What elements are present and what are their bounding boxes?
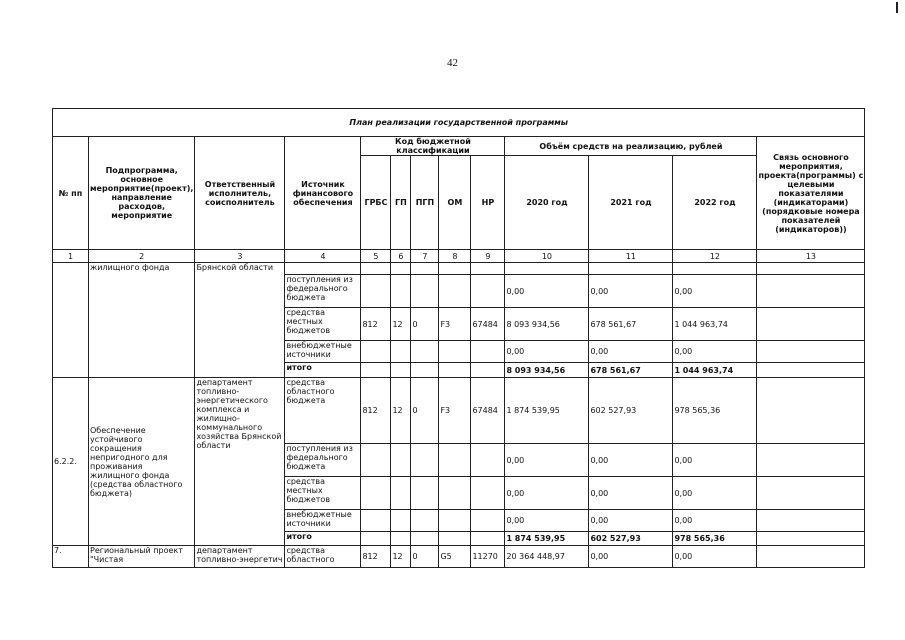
amount-y2020-cell: 8 093 934,56 <box>505 308 589 341</box>
code-np-cell <box>471 341 505 363</box>
empty-cell <box>361 263 391 275</box>
executor-cell: Брянской области <box>195 263 285 378</box>
num-cell <box>53 263 89 378</box>
amount-y2020-cell: 0,00 <box>505 510 589 532</box>
code-om-cell: G5 <box>439 546 471 568</box>
code-pgp-cell <box>411 363 439 378</box>
link-cell <box>757 510 865 532</box>
amount-y2021-cell: 0,00 <box>589 546 673 568</box>
code-grbs-cell <box>361 510 391 532</box>
link-cell <box>757 444 865 477</box>
column-number-12: 12 <box>673 250 757 263</box>
header-np: НР <box>471 156 505 250</box>
table-title: План реализации государственной программы <box>53 109 865 137</box>
page-edge-mark <box>896 2 898 13</box>
page-number: 42 <box>447 57 458 69</box>
empty-cell <box>757 263 865 275</box>
table-row <box>53 263 865 275</box>
empty-cell <box>285 263 361 275</box>
column-number-5: 5 <box>361 250 391 263</box>
source-cell: итого <box>285 363 361 378</box>
source-cell: внебюджетные источники <box>285 341 361 363</box>
amount-y2022-cell: 0,00 <box>673 477 757 510</box>
code-grbs-cell: 812 <box>361 546 391 568</box>
column-number-3: 3 <box>195 250 285 263</box>
column-number-11: 11 <box>589 250 673 263</box>
code-pgp-cell <box>411 444 439 477</box>
link-cell <box>757 546 865 568</box>
code-np-cell: 67484 <box>471 308 505 341</box>
table-row <box>53 546 865 568</box>
code-pgp-cell <box>411 532 439 546</box>
plan-table <box>52 108 865 568</box>
empty-cell <box>439 263 471 275</box>
column-number-2: 2 <box>89 250 195 263</box>
code-pgp-cell <box>411 275 439 308</box>
amount-y2022-cell: 978 565,36 <box>673 378 757 444</box>
code-gp-cell <box>391 275 411 308</box>
column-number-8: 8 <box>439 250 471 263</box>
link-cell <box>757 275 865 308</box>
empty-cell <box>589 263 673 275</box>
link-cell <box>757 341 865 363</box>
amount-y2020-cell: 8 093 934,56 <box>505 363 589 378</box>
amount-y2021-cell: 602 527,93 <box>589 532 673 546</box>
amount-y2022-cell: 0,00 <box>673 341 757 363</box>
column-number-row <box>53 250 865 263</box>
amount-y2021-cell: 602 527,93 <box>589 378 673 444</box>
code-gp-cell: 12 <box>391 308 411 341</box>
code-om-cell: F3 <box>439 378 471 444</box>
code-pgp-cell: 0 <box>411 378 439 444</box>
amount-y2020-cell: 0,00 <box>505 341 589 363</box>
header-budget-code: Код бюджетной классификации <box>361 137 505 156</box>
column-number-13: 13 <box>757 250 865 263</box>
amount-y2022-cell: 0,00 <box>673 444 757 477</box>
empty-cell <box>505 263 589 275</box>
code-gp-cell <box>391 532 411 546</box>
header-2020: 2020 год <box>505 156 589 250</box>
column-number-4: 4 <box>285 250 361 263</box>
code-gp-cell <box>391 363 411 378</box>
amount-y2022-cell: 1 044 963,74 <box>673 363 757 378</box>
code-grbs-cell <box>361 532 391 546</box>
code-gp-cell <box>391 477 411 510</box>
code-om-cell <box>439 275 471 308</box>
header-num: № пп <box>53 137 89 250</box>
header-2021: 2021 год <box>589 156 673 250</box>
code-gp-cell <box>391 510 411 532</box>
link-cell <box>757 363 865 378</box>
source-cell: поступления из федерального бюджета <box>285 444 361 477</box>
amount-y2020-cell: 0,00 <box>505 444 589 477</box>
item-number-cell: 7. <box>53 546 89 568</box>
amount-y2021-cell: 0,00 <box>589 444 673 477</box>
amount-y2021-cell: 0,00 <box>589 341 673 363</box>
subprogram-cell: Обеспечение устойчивого сокращения непригодного для проживания жилищного фонда (средства областного бюджета) <box>89 378 195 546</box>
code-gp-cell: 12 <box>391 546 411 568</box>
source-cell: средства местных бюджетов <box>285 308 361 341</box>
amount-y2022-cell: 0,00 <box>673 546 757 568</box>
code-om-cell: F3 <box>439 308 471 341</box>
code-pgp-cell <box>411 510 439 532</box>
code-np-cell <box>471 477 505 510</box>
amount-y2021-cell: 0,00 <box>589 275 673 308</box>
amount-y2022-cell: 1 044 963,74 <box>673 308 757 341</box>
header-om: ОМ <box>439 156 471 250</box>
link-cell <box>757 378 865 444</box>
amount-y2022-cell: 0,00 <box>673 275 757 308</box>
code-pgp-cell: 0 <box>411 546 439 568</box>
amount-y2020-cell: 0,00 <box>505 477 589 510</box>
code-grbs-cell <box>361 363 391 378</box>
link-cell <box>757 477 865 510</box>
code-np-cell <box>471 532 505 546</box>
header-executor: Ответственный исполнитель, соисполнитель <box>195 137 285 250</box>
link-cell <box>757 532 865 546</box>
code-om-cell <box>439 477 471 510</box>
column-number-6: 6 <box>391 250 411 263</box>
code-gp-cell <box>391 341 411 363</box>
column-number-10: 10 <box>505 250 589 263</box>
code-np-cell <box>471 444 505 477</box>
amount-y2021-cell: 0,00 <box>589 477 673 510</box>
code-om-cell <box>439 532 471 546</box>
header-funds: Объём средств на реализацию, рублей <box>505 137 757 156</box>
source-cell: поступления из федерального бюджета <box>285 275 361 308</box>
header-gp: ГП <box>391 156 411 250</box>
source-cell: средства областного <box>285 546 361 568</box>
empty-cell <box>673 263 757 275</box>
code-grbs-cell <box>361 341 391 363</box>
amount-y2021-cell: 678 561,67 <box>589 363 673 378</box>
header-subprogram: Подпрограмма, основное мероприятие(проект), направление расходов, мероприятие <box>89 137 195 250</box>
code-np-cell: 67484 <box>471 378 505 444</box>
amount-y2020-cell: 0,00 <box>505 275 589 308</box>
empty-cell <box>391 263 411 275</box>
code-grbs-cell: 812 <box>361 308 391 341</box>
code-np-cell <box>471 275 505 308</box>
executor-cell: департамент топливно-энергетического комплекса и жилищно-коммунального хозяйства Брянской области <box>195 378 285 546</box>
empty-cell <box>471 263 505 275</box>
code-grbs-cell: 812 <box>361 378 391 444</box>
header-source: Источник финансового обеспечения <box>285 137 361 250</box>
code-om-cell <box>439 363 471 378</box>
code-grbs-cell <box>361 444 391 477</box>
empty-cell <box>411 263 439 275</box>
code-gp-cell: 12 <box>391 378 411 444</box>
header-2022: 2022 год <box>673 156 757 250</box>
amount-y2021-cell: 678 561,67 <box>589 308 673 341</box>
code-pgp-cell <box>411 477 439 510</box>
source-cell: итого <box>285 532 361 546</box>
code-grbs-cell <box>361 477 391 510</box>
source-cell: средства местных бюджетов <box>285 477 361 510</box>
header-grbs: ГРБС <box>361 156 391 250</box>
code-grbs-cell <box>361 275 391 308</box>
subprogram-cell: Региональный проект "Чистая <box>89 546 195 568</box>
amount-y2020-cell: 1 874 539,95 <box>505 532 589 546</box>
column-number-9: 9 <box>471 250 505 263</box>
amount-y2020-cell: 1 874 539,95 <box>505 378 589 444</box>
subprogram-cell: жилищного фонда <box>89 263 195 378</box>
code-pgp-cell: 0 <box>411 308 439 341</box>
executor-cell: департамент топливно-энергетич <box>195 546 285 568</box>
source-cell: средства областного бюджета <box>285 378 361 444</box>
table-row <box>53 378 865 444</box>
code-om-cell <box>439 444 471 477</box>
code-pgp-cell <box>411 341 439 363</box>
amount-y2020-cell: 20 364 448,97 <box>505 546 589 568</box>
code-np-cell <box>471 363 505 378</box>
header-link: Связь основного мероприятия, проекта(программы) с целевыми показателями (индикаторами) (порядковые номера показателей (индикаторов)) <box>757 137 865 250</box>
column-number-7: 7 <box>411 250 439 263</box>
column-number-1: 1 <box>53 250 89 263</box>
amount-y2022-cell: 978 565,36 <box>673 532 757 546</box>
source-cell: внебюджетные источники <box>285 510 361 532</box>
code-np-cell: 11270 <box>471 546 505 568</box>
code-om-cell <box>439 341 471 363</box>
amount-y2021-cell: 0,00 <box>589 510 673 532</box>
header-pgp: ПГП <box>411 156 439 250</box>
amount-y2022-cell: 0,00 <box>673 510 757 532</box>
code-np-cell <box>471 510 505 532</box>
link-cell <box>757 308 865 341</box>
code-gp-cell <box>391 444 411 477</box>
code-om-cell <box>439 510 471 532</box>
item-number-cell: 6.2.2. <box>53 378 89 546</box>
